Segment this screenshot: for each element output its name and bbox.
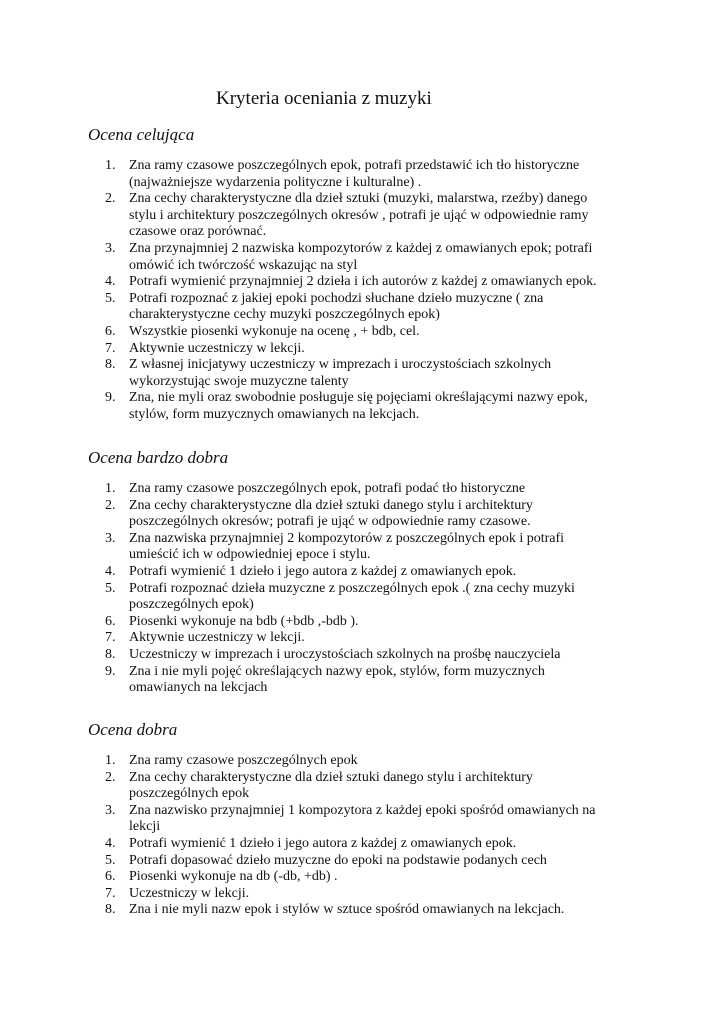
list-item-text-line: Piosenki wykonuje na bdb (+bdb ,-bdb ). xyxy=(129,613,359,629)
list-item-text-line: Zna cechy charakterystyczne dla dzieł sztuki danego stylu i architektury xyxy=(129,769,533,785)
list-item xyxy=(0,902,625,919)
list-item-text-line: poszczególnych epok) xyxy=(129,597,254,613)
list-item-text-line: Potrafi wymienić przynajmniej 2 dzieła i ich autorów z każdej z omawianych epok. xyxy=(129,274,597,290)
list-item xyxy=(0,664,625,697)
list-item-text-line: Potrafi rozpoznać z jakiej epoki pochodzi słuchane dzieło muzyczne ( zna xyxy=(129,290,544,306)
list-item-number: 1. xyxy=(105,481,116,496)
list-item-text-line: Zna cechy charakterystyczne dla dzieł sztuki danego stylu i architektury xyxy=(129,497,533,513)
list-item-text-line: wykorzystując swoje muzyczne talenty xyxy=(129,373,349,389)
list-item xyxy=(0,357,625,390)
list-item-text-line: Potrafi rozpoznać dzieła muzyczne z poszczególnych epok .( zna cechy muzyki xyxy=(129,580,575,596)
list-item-text-line: Zna cechy charakterystyczne dla dzieł sztuki (muzyki, malarstwa, rzeźby) danego xyxy=(129,191,588,207)
list-item xyxy=(0,158,625,191)
list-item-text-line: Zna nazwiska przynajmniej 2 kompozytorów z poszczególnych epok i potrafi xyxy=(129,530,565,546)
list-item xyxy=(0,614,625,631)
list-item xyxy=(0,390,625,423)
list-item xyxy=(0,531,625,564)
section-heading: Ocena celująca xyxy=(88,125,195,144)
list-item xyxy=(0,886,625,903)
list-item-number: 5. xyxy=(105,290,116,306)
list-item-text-line: Z własnej inicjatywy uczestniczy w imprezach i uroczystościach szkolnych xyxy=(129,357,552,373)
list-item-text-line: poszczególnych epok xyxy=(129,786,250,802)
list-item-number: 4. xyxy=(105,835,116,851)
list-item xyxy=(0,803,625,836)
list-item-text-line: stylu i architektury poszczególnych okresów , potrafi je ująć w odpowiednie ramy xyxy=(129,207,589,223)
list-item-text-line: Zna przynajmniej 2 nazwiska kompozytorów z każdej z omawianych epok; potrafi xyxy=(129,240,593,256)
list-item-text-line: Zna nazwisko przynajmniej 1 kompozytora z każdej epoki spośród omawianych na xyxy=(129,802,596,818)
list-item-number: 4. xyxy=(105,563,116,579)
list-item xyxy=(0,581,625,614)
list-item-number: 3. xyxy=(105,802,116,818)
list-item-text-line: Potrafi wymienić 1 dzieło i jego autora z każdej z omawianych epok. xyxy=(129,835,517,851)
list-item-text-line: omówić ich twórczość wskazując na styl xyxy=(129,257,358,273)
list-item-text-line: lekcji xyxy=(129,819,161,835)
list-item-number: 5. xyxy=(105,852,116,868)
list-item-number: 6. xyxy=(105,869,116,885)
list-item-number: 7. xyxy=(105,630,116,646)
list-item-text-line: Aktywnie uczestniczy w lekcji. xyxy=(129,340,305,356)
list-item-text-line: czasowe oraz porównać. xyxy=(129,224,267,240)
list-item-number: 7. xyxy=(105,885,116,901)
list-item-number: 1. xyxy=(105,158,116,173)
criteria-list xyxy=(0,481,625,697)
list-item-number: 2. xyxy=(105,497,116,513)
list-item xyxy=(0,647,625,664)
list-item-text-line: Zna i nie myli nazw epok i stylów w sztuce spośród omawianych na lekcjach. xyxy=(129,902,565,918)
list-item-text-line: omawianych na lekcjach xyxy=(129,680,268,696)
section-heading: Ocena bardzo dobra xyxy=(88,448,229,467)
criteria-list xyxy=(0,158,625,424)
list-item-number: 2. xyxy=(105,769,116,785)
list-item xyxy=(0,753,625,770)
list-item-number: 4. xyxy=(105,274,116,290)
list-item-text-line: Potrafi wymienić 1 dzieło i jego autora z każdej z omawianych epok. xyxy=(129,563,517,579)
list-item-number: 3. xyxy=(105,530,116,546)
list-item-text-line: Zna i nie myli pojęć określających nazwy epok, stylów, form muzycznych xyxy=(129,663,545,679)
list-item xyxy=(0,274,625,291)
list-item xyxy=(0,324,625,341)
list-item-text-line: poszczególnych okresów; potrafi je ująć w odpowiednie ramy czasowe. xyxy=(129,514,531,530)
list-item xyxy=(0,869,625,886)
section-heading: Ocena dobra xyxy=(88,720,178,739)
list-item-number: 9. xyxy=(105,663,116,679)
list-item-text-line: Uczestniczy w lekcji. xyxy=(129,885,250,901)
list-item-number: 8. xyxy=(105,902,116,918)
list-item xyxy=(0,498,625,531)
list-item-text-line: Zna, nie myli oraz swobodnie posługuje się pojęciami określającymi nazwy epok, xyxy=(129,390,588,406)
list-item-number: 2. xyxy=(105,191,116,207)
list-item-text-line: Wszystkie piosenki wykonuje na ocenę , + bdb, cel. xyxy=(129,323,420,339)
list-item-number: 8. xyxy=(105,357,116,373)
list-item-text-line: Zna ramy czasowe poszczególnych epok xyxy=(129,753,358,768)
list-item-text-line: Piosenki wykonuje na db (-db, +db) . xyxy=(129,869,338,885)
list-item xyxy=(0,630,625,647)
criteria-list xyxy=(0,753,625,919)
list-item xyxy=(0,481,625,498)
list-item xyxy=(0,191,625,241)
list-item-text-line: charakterystyczne cechy muzyki poszczególnych epok) xyxy=(129,307,440,323)
list-item xyxy=(0,853,625,870)
list-item-number: 6. xyxy=(105,323,116,339)
document-title: Kryteria oceniania z muzyki xyxy=(216,88,432,109)
list-item-number: 3. xyxy=(105,240,116,256)
list-item xyxy=(0,770,625,803)
list-item-number: 6. xyxy=(105,613,116,629)
list-item-text-line: stylów, form muzycznych omawianych na lekcjach. xyxy=(129,406,420,422)
list-item-text-line: Zna ramy czasowe poszczególnych epok, potrafi podać tło historyczne xyxy=(129,481,526,496)
list-item-text-line: (najważniejsze wydarzenia polityczne i kulturalne) . xyxy=(129,174,422,190)
list-item-text-line: Aktywnie uczestniczy w lekcji. xyxy=(129,630,305,646)
list-item-text-line: Potrafi dopasować dzieło muzyczne do epoki na podstawie podanych cech xyxy=(129,852,547,868)
list-item-text-line: umieścić ich w odpowiedniej epoce i stylu. xyxy=(129,547,371,563)
list-item xyxy=(0,836,625,853)
list-item-number: 7. xyxy=(105,340,116,356)
list-item-text-line: Zna ramy czasowe poszczególnych epok, potrafi przedstawić ich tło historyczne xyxy=(129,158,580,173)
list-item-number: 1. xyxy=(105,753,116,768)
list-item xyxy=(0,241,625,274)
list-item-number: 5. xyxy=(105,580,116,596)
list-item xyxy=(0,341,625,358)
list-item xyxy=(0,291,625,324)
list-item-number: 8. xyxy=(105,646,116,662)
list-item xyxy=(0,564,625,581)
list-item-number: 9. xyxy=(105,390,116,406)
list-item-text-line: Uczestniczy w imprezach i uroczystościach szkolnych na prośbę nauczyciela xyxy=(129,646,561,662)
